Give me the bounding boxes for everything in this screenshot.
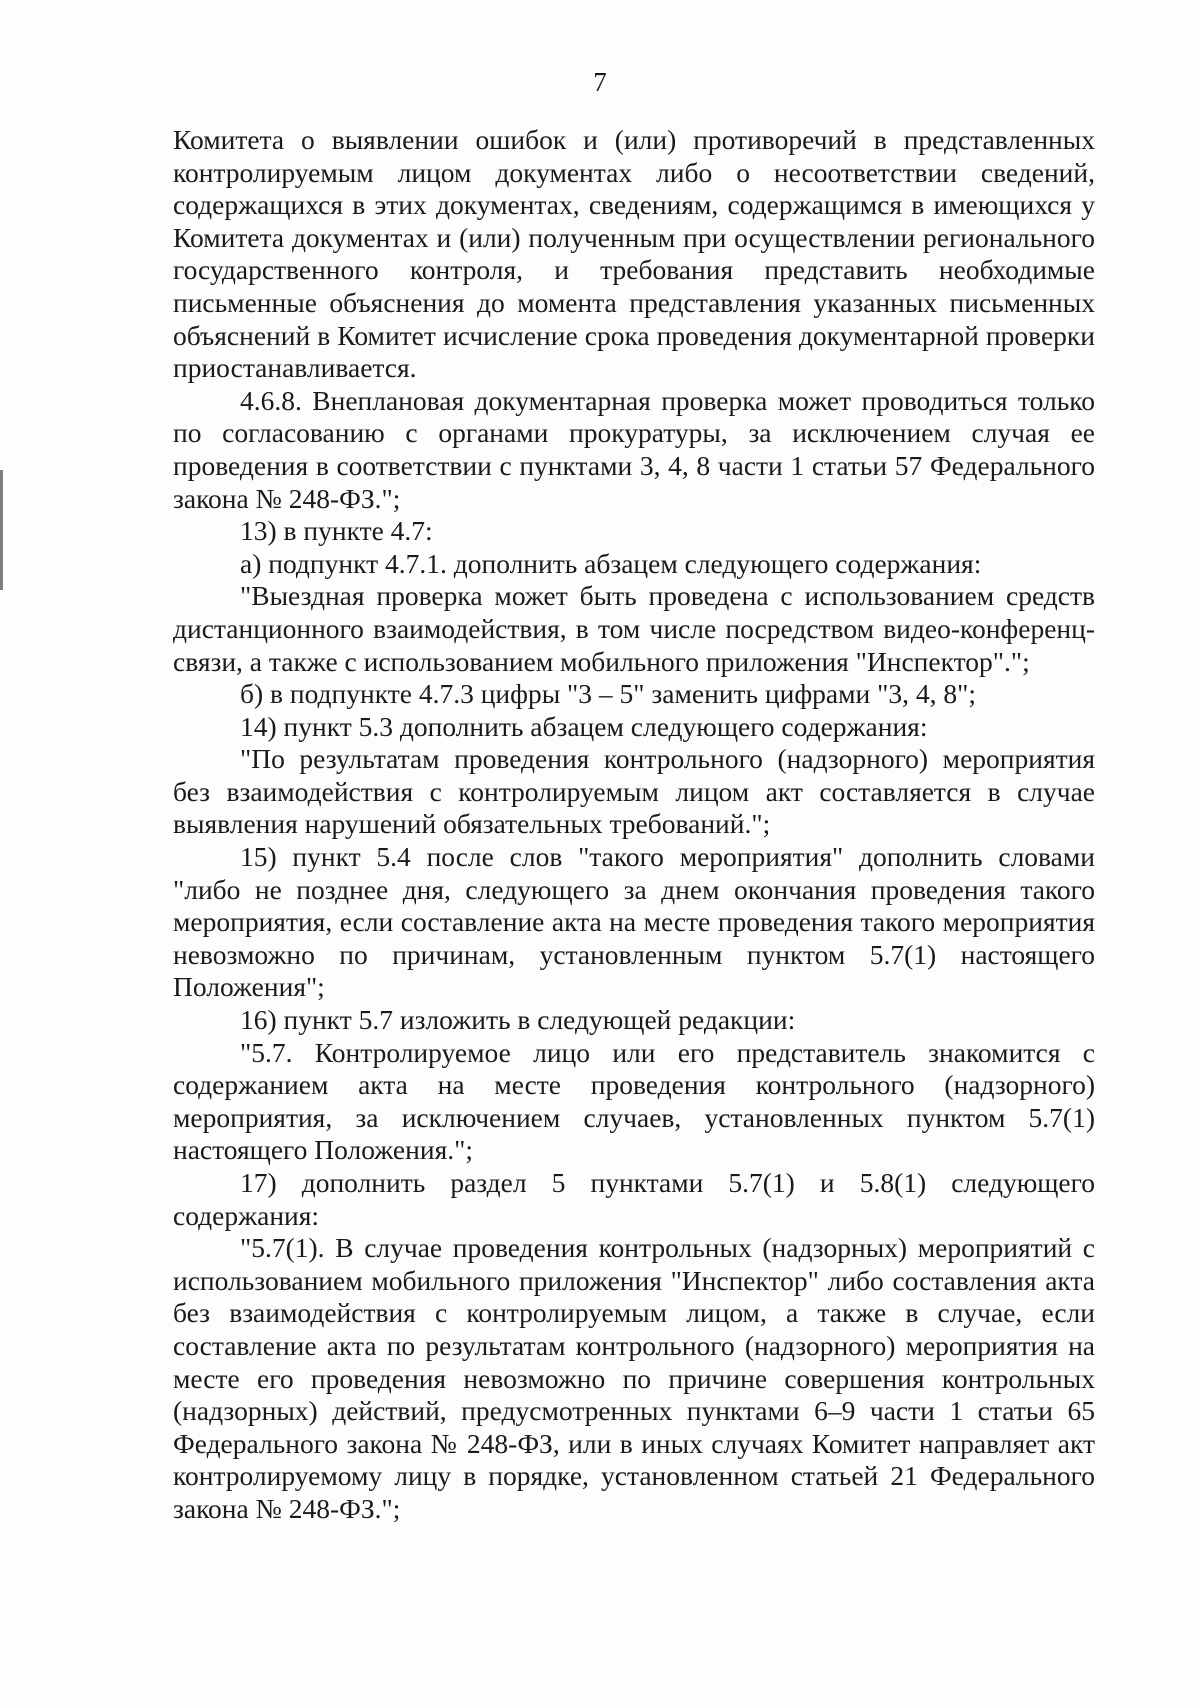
- document-body: [173, 124, 1095, 1526]
- paragraph-item-13b: б) в подпункте 4.7.3 цифры "3 – 5" заменить цифрами "3, 4, 8";: [240, 678, 976, 710]
- paragraph-continuation: Комитета о выявлении ошибок и (или) противоречий в представленных контролируемым лицом документах либо о несоответствии сведений, содержащихся в этих документах, сведениям, содержащимся в имеющихся у Комитета документах и (или) полученным при осуществлении регионального государственного контроля, и требования представить необходимые письменные объяснения до момента представления указанных письменных объяснений в Комитет исчисление срока проведения документарной проверки приостанавливается.: [173, 124, 1095, 384]
- paragraph-quote-remote-inspection: "Выездная проверка может быть проведена с использованием средств дистанционного взаимодействия, в том числе посредством видео-конференц-связи, а также с использованием мобильного приложения "Инспектор".";: [173, 580, 1095, 677]
- paragraph-item-16: 16) пункт 5.7 изложить в следующей редакции:: [240, 1004, 796, 1036]
- paragraph-quote-act-results: "По результатам проведения контрольного (надзорного) мероприятия без взаимодействия с контролируемым лицом акт составляется в случае выявления нарушений обязательных требований.";: [173, 743, 1095, 840]
- paragraph-item-17: 17) дополнить раздел 5 пунктами 5.7(1) и 5.8(1) следующего содержания:: [173, 1167, 1095, 1231]
- paragraph-item-13: 13) в пункте 4.7:: [240, 515, 433, 547]
- paragraph-quote-5-7-1: "5.7(1). В случае проведения контрольных (надзорных) мероприятий с использованием мобильного приложения "Инспектор" либо составления акта без взаимодействия с контролируемым лицом, а также в случае, если составление акта по результатам контрольного (надзорного) мероприятия на месте его проведения невозможно по причине совершения контрольных (надзорных) действий, предусмотренных пунктами 6–9 части 1 статьи 65 Федерального закона № 248-ФЗ, или в иных случаях Комитет направляет акт контролируемому лицу в порядке, установленном статьей 21 Федерального закона № 248-ФЗ.";: [173, 1232, 1095, 1524]
- paragraph-item-13a: а) подпункт 4.7.1. дополнить абзацем следующего содержания:: [240, 547, 982, 579]
- paragraph-4-6-8: 4.6.8. Внеплановая документарная проверка может проводиться только по согласованию с органами прокуратуры, за исключением случая ее проведения в соответствии с пунктами 3, 4, 8 части 1 статьи 57 Федерального закона № 248-ФЗ.";: [173, 384, 1095, 514]
- paragraph-item-15: 15) пункт 5.4 после слов "такого мероприятия" дополнить словами "либо не позднее дня, следующего за днем окончания проведения такого мероприятия, если составление акта на месте проведения такого мероприятия невозможно по причинам, установленным пунктом 5.7(1) настоящего Положения";: [173, 841, 1095, 1003]
- page-number: 7: [593, 67, 607, 97]
- paragraph-item-14: 14) пункт 5.3 дополнить абзацем следующего содержания:: [240, 710, 928, 742]
- paragraph-quote-5-7: "5.7. Контролируемое лицо или его представитель знакомится с содержанием акта на месте проведения контрольного (надзорного) мероприятия, за исключением случаев, установленных пунктом 5.7(1) настоящего Положения.";: [173, 1036, 1095, 1166]
- scan-edge-mark: [0, 470, 3, 590]
